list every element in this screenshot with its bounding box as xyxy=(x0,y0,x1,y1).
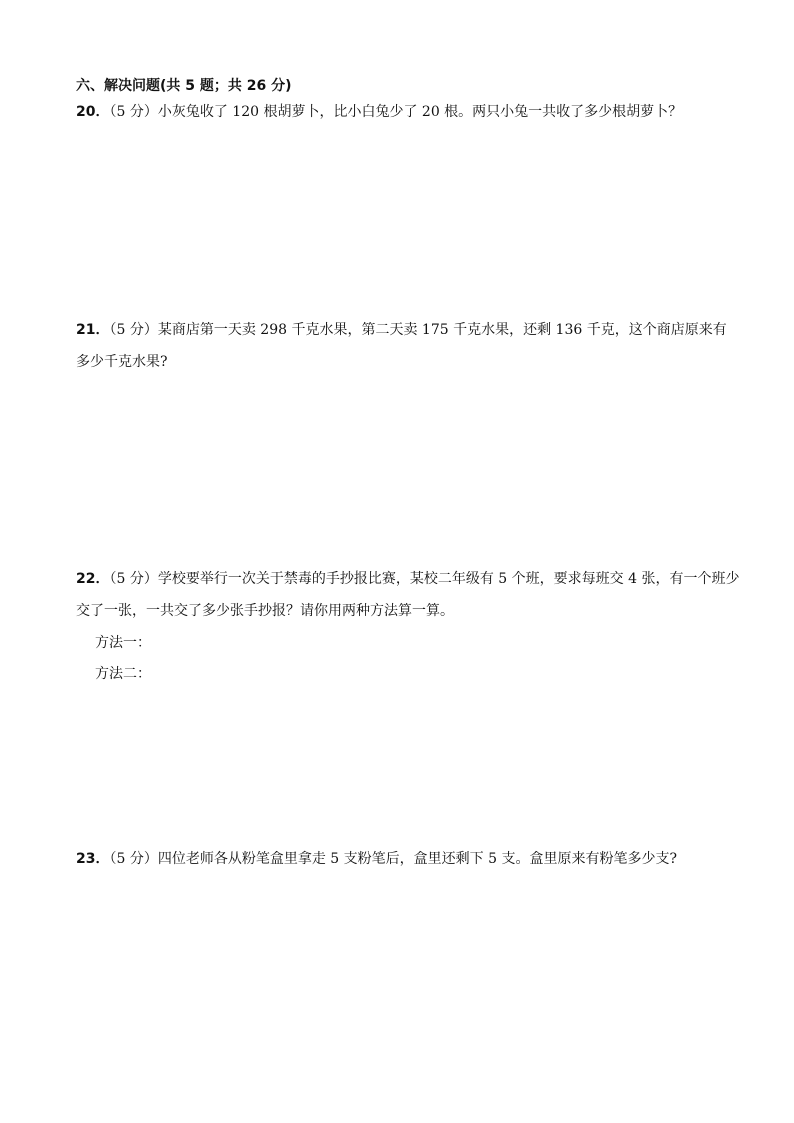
question-text: 学校要举行一次关于禁毒的手抄报比赛，某校二年级有 5 个班，要求每班交 4 张，有一个班少交了一张，一共交了多少张手抄报？请你用两种方法算一算。 xyxy=(76,571,740,619)
question-score: （5 分） xyxy=(109,851,158,867)
question-text: 四位老师各从粉笔盒里拿走 5 支粉笔后，盒里还剩下 5 支。盒里原来有粉笔多少支? xyxy=(157,851,677,867)
question-number: 21． xyxy=(76,322,110,338)
method-one-label: 方法一： xyxy=(95,635,151,651)
question-score: （5 分） xyxy=(109,322,158,338)
question-22-body xyxy=(76,563,740,627)
question-23 xyxy=(76,843,740,875)
question-text: 小灰兔收了 120 根胡萝卜，比小白兔少了 20 根。两只小兔一共收了多少根胡萝卜？ xyxy=(157,104,683,120)
question-number: 20． xyxy=(76,104,110,120)
question-21 xyxy=(76,314,740,378)
question-number: 22． xyxy=(76,571,110,587)
question-22 xyxy=(76,563,740,627)
question-score: （5 分） xyxy=(109,104,158,120)
question-21-body xyxy=(76,314,740,378)
method-two-label: 方法二： xyxy=(95,666,151,682)
question-20 xyxy=(76,96,740,128)
question-23-body xyxy=(76,843,740,875)
question-20-body xyxy=(76,96,740,128)
section-title: 六、解决问题(共 5 题；共 26 分) xyxy=(76,78,292,94)
question-number: 23． xyxy=(76,851,110,867)
question-text: 某商店第一天卖 298 千克水果，第二天卖 175 千克水果，还剩 136 千克，这个商店原来有多少千克水果? xyxy=(76,322,727,370)
question-score: （5 分） xyxy=(109,571,158,587)
